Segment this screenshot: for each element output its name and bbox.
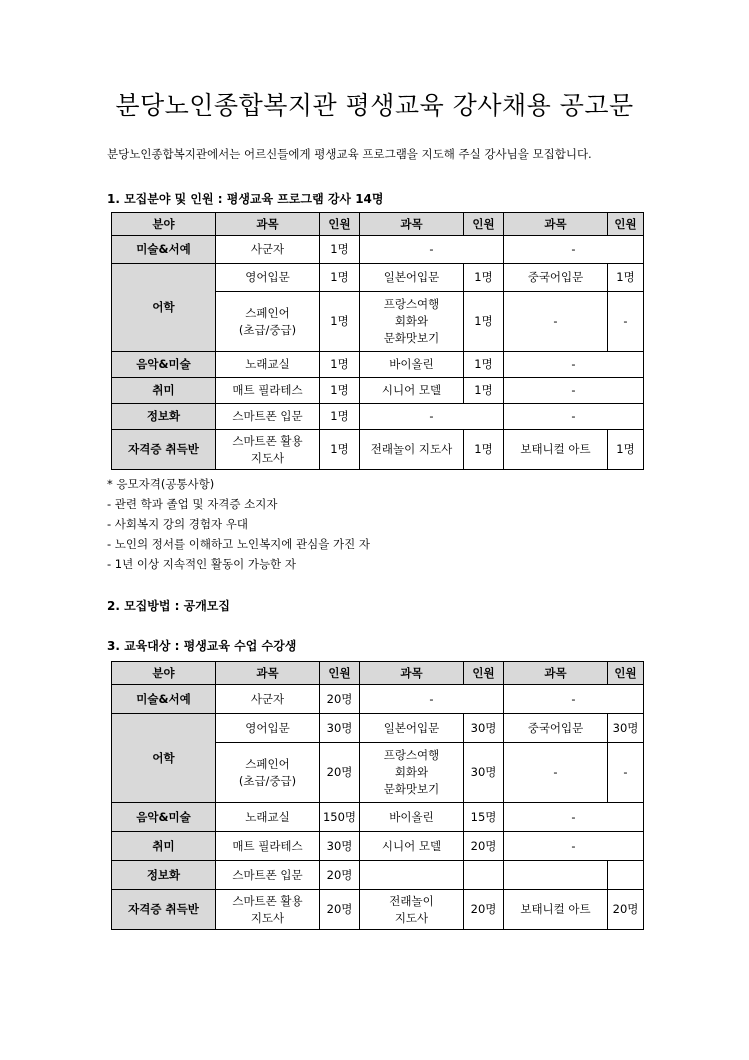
table-row xyxy=(112,890,644,930)
subject-cell: 영어입문 xyxy=(216,264,320,292)
count-cell: 30명 xyxy=(464,714,504,743)
field-cell: 어학 xyxy=(112,714,216,803)
note-line: - 노인의 정서를 이해하고 노인복지에 관심을 가진 자 xyxy=(107,537,371,551)
table-row xyxy=(112,352,644,378)
subject-cell: 바이올린 xyxy=(360,352,464,378)
empty-cell xyxy=(608,861,644,890)
empty-cell xyxy=(360,861,464,890)
header-field: 분야 xyxy=(112,662,216,685)
subject-cell: 일본어입문 xyxy=(360,264,464,292)
count-cell: 1명 xyxy=(608,264,644,292)
subject-cell: - xyxy=(504,378,644,404)
subject-cell: 중국어입문 xyxy=(504,714,608,743)
table-row xyxy=(112,430,644,470)
field-cell: 어학 xyxy=(112,264,216,352)
field-cell: 음악&미술 xyxy=(112,803,216,832)
count-cell: - xyxy=(608,292,644,352)
count-cell: 20명 xyxy=(464,832,504,861)
count-cell: 20명 xyxy=(608,890,644,930)
header-count: 인원 xyxy=(320,213,360,236)
count-cell: 30명 xyxy=(320,714,360,743)
subject-cell: - xyxy=(504,803,644,832)
count-cell: 20명 xyxy=(320,743,360,803)
empty-cell xyxy=(464,861,504,890)
subject-cell: 사군자 xyxy=(216,236,320,264)
field-cell: 정보화 xyxy=(112,861,216,890)
subject-cell: 영어입문 xyxy=(216,714,320,743)
header-field: 분야 xyxy=(112,213,216,236)
subject-cell: 노래교실 xyxy=(216,352,320,378)
subject-cell: 바이올린 xyxy=(360,803,464,832)
field-cell: 음악&미술 xyxy=(112,352,216,378)
table-header-row xyxy=(112,213,644,236)
count-cell: 1명 xyxy=(320,236,360,264)
field-cell: 취미 xyxy=(112,832,216,861)
table-row xyxy=(112,685,644,714)
header-subject: 과목 xyxy=(504,213,608,236)
table-header-row xyxy=(112,662,644,685)
header-count: 인원 xyxy=(608,662,644,685)
subject-cell: - xyxy=(504,404,644,430)
subject-cell: 스마트폰 활용 지도사 xyxy=(216,430,320,470)
subject-cell: 보태니컬 아트 xyxy=(504,890,608,930)
count-cell: 15명 xyxy=(464,803,504,832)
count-cell: 30명 xyxy=(608,714,644,743)
subject-cell: 스마트폰 활용 지도사 xyxy=(216,890,320,930)
header-subject: 과목 xyxy=(216,662,320,685)
subject-cell: 전래놀이 지도사 xyxy=(360,890,464,930)
field-cell: 자격증 취득반 xyxy=(112,430,216,470)
count-cell: 30명 xyxy=(464,743,504,803)
note-line: * 응모자격(공통사항) xyxy=(107,477,215,491)
field-cell: 정보화 xyxy=(112,404,216,430)
field-cell: 취미 xyxy=(112,378,216,404)
count-cell: 20명 xyxy=(320,685,360,714)
subject-cell: 사군자 xyxy=(216,685,320,714)
table-row xyxy=(112,714,644,743)
subject-cell: 스페인어 (초급/중급) xyxy=(216,743,320,803)
count-cell: 20명 xyxy=(464,890,504,930)
subject-cell: - xyxy=(504,743,608,803)
header-subject: 과목 xyxy=(360,213,464,236)
count-cell: - xyxy=(608,743,644,803)
field-cell: 자격증 취득반 xyxy=(112,890,216,930)
subject-cell: - xyxy=(360,404,504,430)
section-2-heading: 2. 모집방법 : 공개모집 xyxy=(107,599,230,613)
subject-cell: 시니어 모델 xyxy=(360,832,464,861)
section-1-heading: 1. 모집분야 및 인원 : 평생교육 프로그램 강사 14명 xyxy=(107,192,384,206)
table-row xyxy=(112,378,644,404)
table-row xyxy=(112,803,644,832)
field-cell: 미술&서예 xyxy=(112,685,216,714)
qualification-notes xyxy=(107,474,370,574)
count-cell: 1명 xyxy=(464,292,504,352)
table-row xyxy=(112,404,644,430)
subject-cell: - xyxy=(360,685,504,714)
subject-cell: 스마트폰 입문 xyxy=(216,861,320,890)
header-count: 인원 xyxy=(320,662,360,685)
table-row xyxy=(112,264,644,292)
table-row xyxy=(112,832,644,861)
subject-cell: - xyxy=(504,685,644,714)
subject-cell: 중국어입문 xyxy=(504,264,608,292)
page-title: 분당노인종합복지관 평생교육 강사채용 공고문 xyxy=(115,91,634,120)
table-row xyxy=(112,861,644,890)
table-row xyxy=(112,236,644,264)
instructor-table xyxy=(111,212,644,470)
header-count: 인원 xyxy=(608,213,644,236)
header-count: 인원 xyxy=(464,213,504,236)
count-cell: 1명 xyxy=(320,352,360,378)
subject-cell: 매트 필라테스 xyxy=(216,378,320,404)
count-cell: 1명 xyxy=(464,264,504,292)
subject-cell: - xyxy=(504,236,644,264)
subject-cell: - xyxy=(504,832,644,861)
subject-cell: 프랑스여행 회화와 문화맛보기 xyxy=(360,743,464,803)
section-3-heading: 3. 교육대상 : 평생교육 수업 수강생 xyxy=(107,639,297,653)
header-subject: 과목 xyxy=(360,662,464,685)
count-cell: 20명 xyxy=(320,890,360,930)
subject-cell: 스마트폰 입문 xyxy=(216,404,320,430)
count-cell: 150명 xyxy=(320,803,360,832)
count-cell: 20명 xyxy=(320,861,360,890)
subject-cell: - xyxy=(504,352,644,378)
subject-cell: 노래교실 xyxy=(216,803,320,832)
note-line: - 사회복지 강의 경험자 우대 xyxy=(107,517,248,531)
subject-cell: 시니어 모델 xyxy=(360,378,464,404)
subject-cell: - xyxy=(360,236,504,264)
count-cell: 1명 xyxy=(320,378,360,404)
subject-cell: 보태니컬 아트 xyxy=(504,430,608,470)
count-cell: 1명 xyxy=(464,378,504,404)
subject-cell: 전래놀이 지도사 xyxy=(360,430,464,470)
count-cell: 1명 xyxy=(320,430,360,470)
note-line: - 1년 이상 지속적인 활동이 가능한 자 xyxy=(107,557,296,571)
header-count: 인원 xyxy=(464,662,504,685)
header-subject: 과목 xyxy=(504,662,608,685)
count-cell: 1명 xyxy=(320,404,360,430)
empty-cell xyxy=(504,861,608,890)
count-cell: 1명 xyxy=(464,352,504,378)
intro-text: 분당노인종합복지관에서는 어르신들에게 평생교육 프로그램을 지도해 주실 강사님을 모집합니다. xyxy=(107,147,592,161)
count-cell: 1명 xyxy=(320,264,360,292)
field-cell: 미술&서예 xyxy=(112,236,216,264)
count-cell: 30명 xyxy=(320,832,360,861)
count-cell: 1명 xyxy=(608,430,644,470)
subject-cell: 스페인어 (초급/중급) xyxy=(216,292,320,352)
note-line: - 관련 학과 졸업 및 자격증 소지자 xyxy=(107,497,278,511)
student-table xyxy=(111,661,644,930)
subject-cell: 일본어입문 xyxy=(360,714,464,743)
subject-cell: 매트 필라테스 xyxy=(216,832,320,861)
subject-cell: 프랑스여행 회화와 문화맛보기 xyxy=(360,292,464,352)
count-cell: 1명 xyxy=(320,292,360,352)
count-cell: 1명 xyxy=(464,430,504,470)
header-subject: 과목 xyxy=(216,213,320,236)
subject-cell: - xyxy=(504,292,608,352)
